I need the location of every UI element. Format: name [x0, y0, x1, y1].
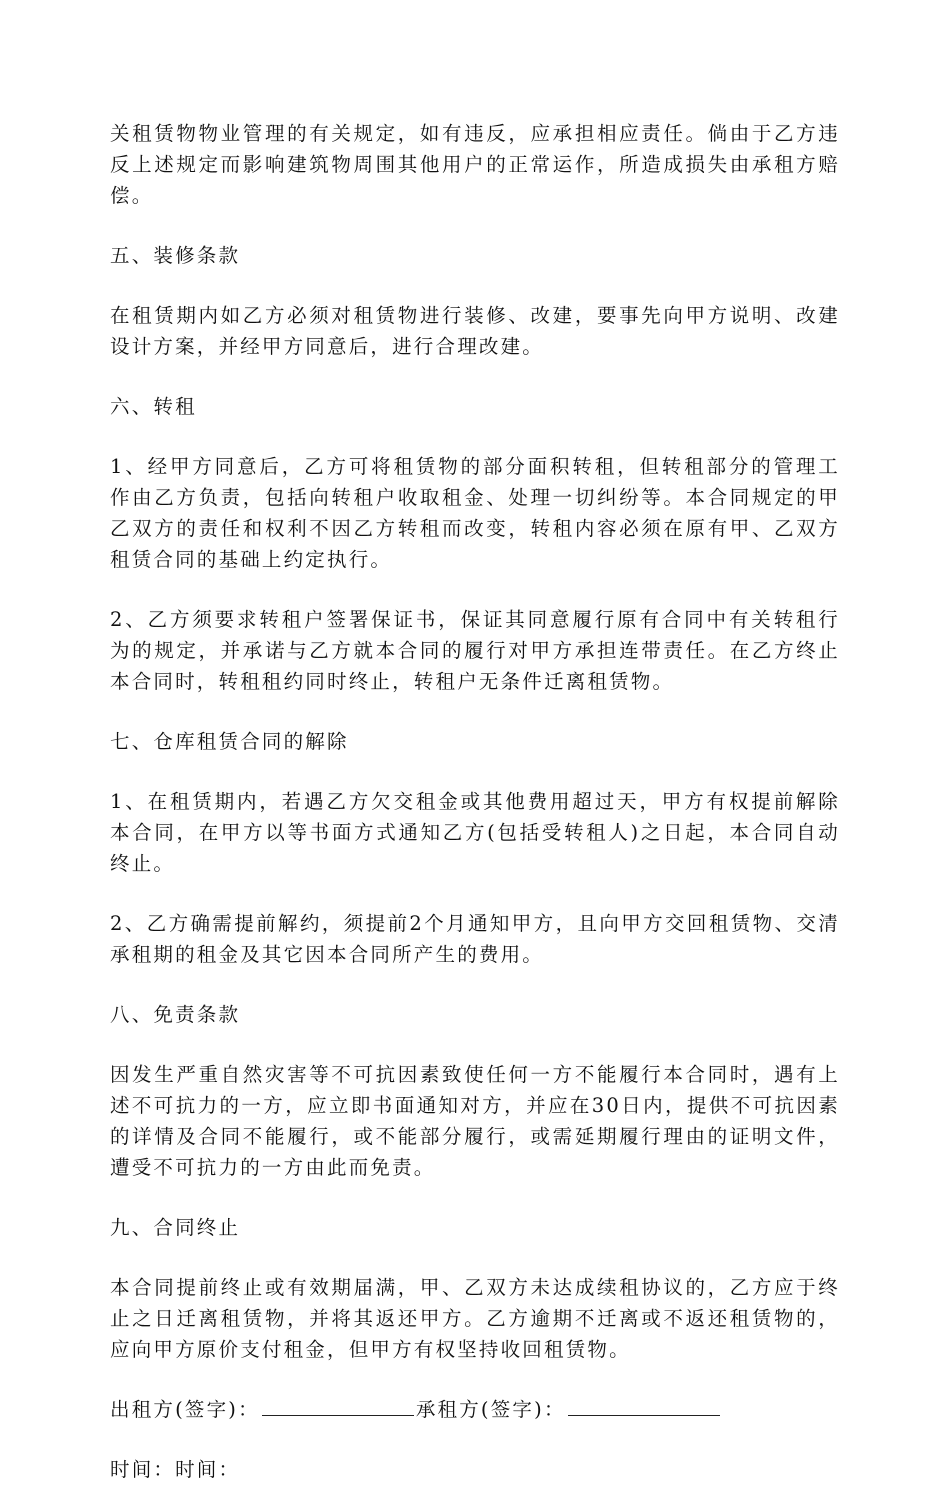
paragraph-renovation: 在租赁期内如乙方必须对租赁物进行装修、改建，要事先向甲方说明、改建设计方案，并经甲方同意后，进行合理改建。 [110, 304, 840, 358]
paragraph-termination-1: 1、在租赁期内，若遇乙方欠交租金或其他费用超过天，甲方有权提前解除本合同，在甲方以等书面方式通知乙方(包括受转租人)之日起，本合同自动终止。 [110, 790, 840, 875]
paragraph-property-rules: 关租赁物物业管理的有关规定，如有违反，应承担相应责任。倘由于乙方违反上述规定而影响建筑物周围其他用户的正常运作，所造成损失由承租方赔偿。 [110, 122, 840, 207]
lessor-signature-line [262, 1414, 414, 1416]
section-heading-termination-of-lease: 七、仓库租赁合同的解除 [110, 730, 349, 753]
lessor-signature-label: 出租方(签字)： [110, 1398, 260, 1421]
section-heading-sublease: 六、转租 [110, 395, 197, 418]
section-heading-exemption: 八、免责条款 [110, 1003, 241, 1026]
paragraph-sublease-1: 1、经甲方同意后，乙方可将租赁物的部分面积转租，但转租部分的管理工作由乙方负责，包括向转租户收取租金、处理一切纠纷等。本合同规定的甲乙双方的责任和权利不因乙方转租而改变，转租内容必须在原有甲、乙双方租赁合同的基础上约定执行。 [110, 455, 840, 571]
time-row: 时间：时间： [110, 1458, 241, 1481]
paragraph-exemption: 因发生严重自然灾害等不可抗因素致使任何一方不能履行本合同时，遇有上述不可抗力的一方，应立即书面通知对方，并应在30日内，提供不可抗因素的详情及合同不能履行，或不能部分履行，或需延期履行理由的证明文件，遭受不可抗力的一方由此而免责。 [110, 1063, 840, 1179]
paragraph-contract-end: 本合同提前终止或有效期届满，甲、乙双方未达成续租协议的，乙方应于终止之日迁离租赁物，并将其返还甲方。乙方逾期不迁离或不返还租赁物的，应向甲方原价支付租金，但甲方有权坚持收回租赁物。 [110, 1276, 840, 1361]
section-heading-contract-end: 九、合同终止 [110, 1216, 241, 1239]
lessee-signature-label: 承租方(签字)： [415, 1398, 566, 1421]
paragraph-termination-2: 2、乙方确需提前解约，须提前2个月通知甲方，且向甲方交回租赁物、交清承租期的租金及其它因本合同所产生的费用。 [110, 912, 840, 966]
section-heading-renovation: 五、装修条款 [110, 244, 241, 267]
paragraph-sublease-2: 2、乙方须要求转租户签署保证书，保证其同意履行原有合同中有关转租行为的规定，并承诺与乙方就本合同的履行对甲方承担连带责任。在乙方终止本合同时，转租租约同时终止，转租户无条件迁离租赁物。 [110, 608, 840, 693]
lessee-signature-line [568, 1414, 720, 1416]
signature-row [110, 1394, 840, 1425]
